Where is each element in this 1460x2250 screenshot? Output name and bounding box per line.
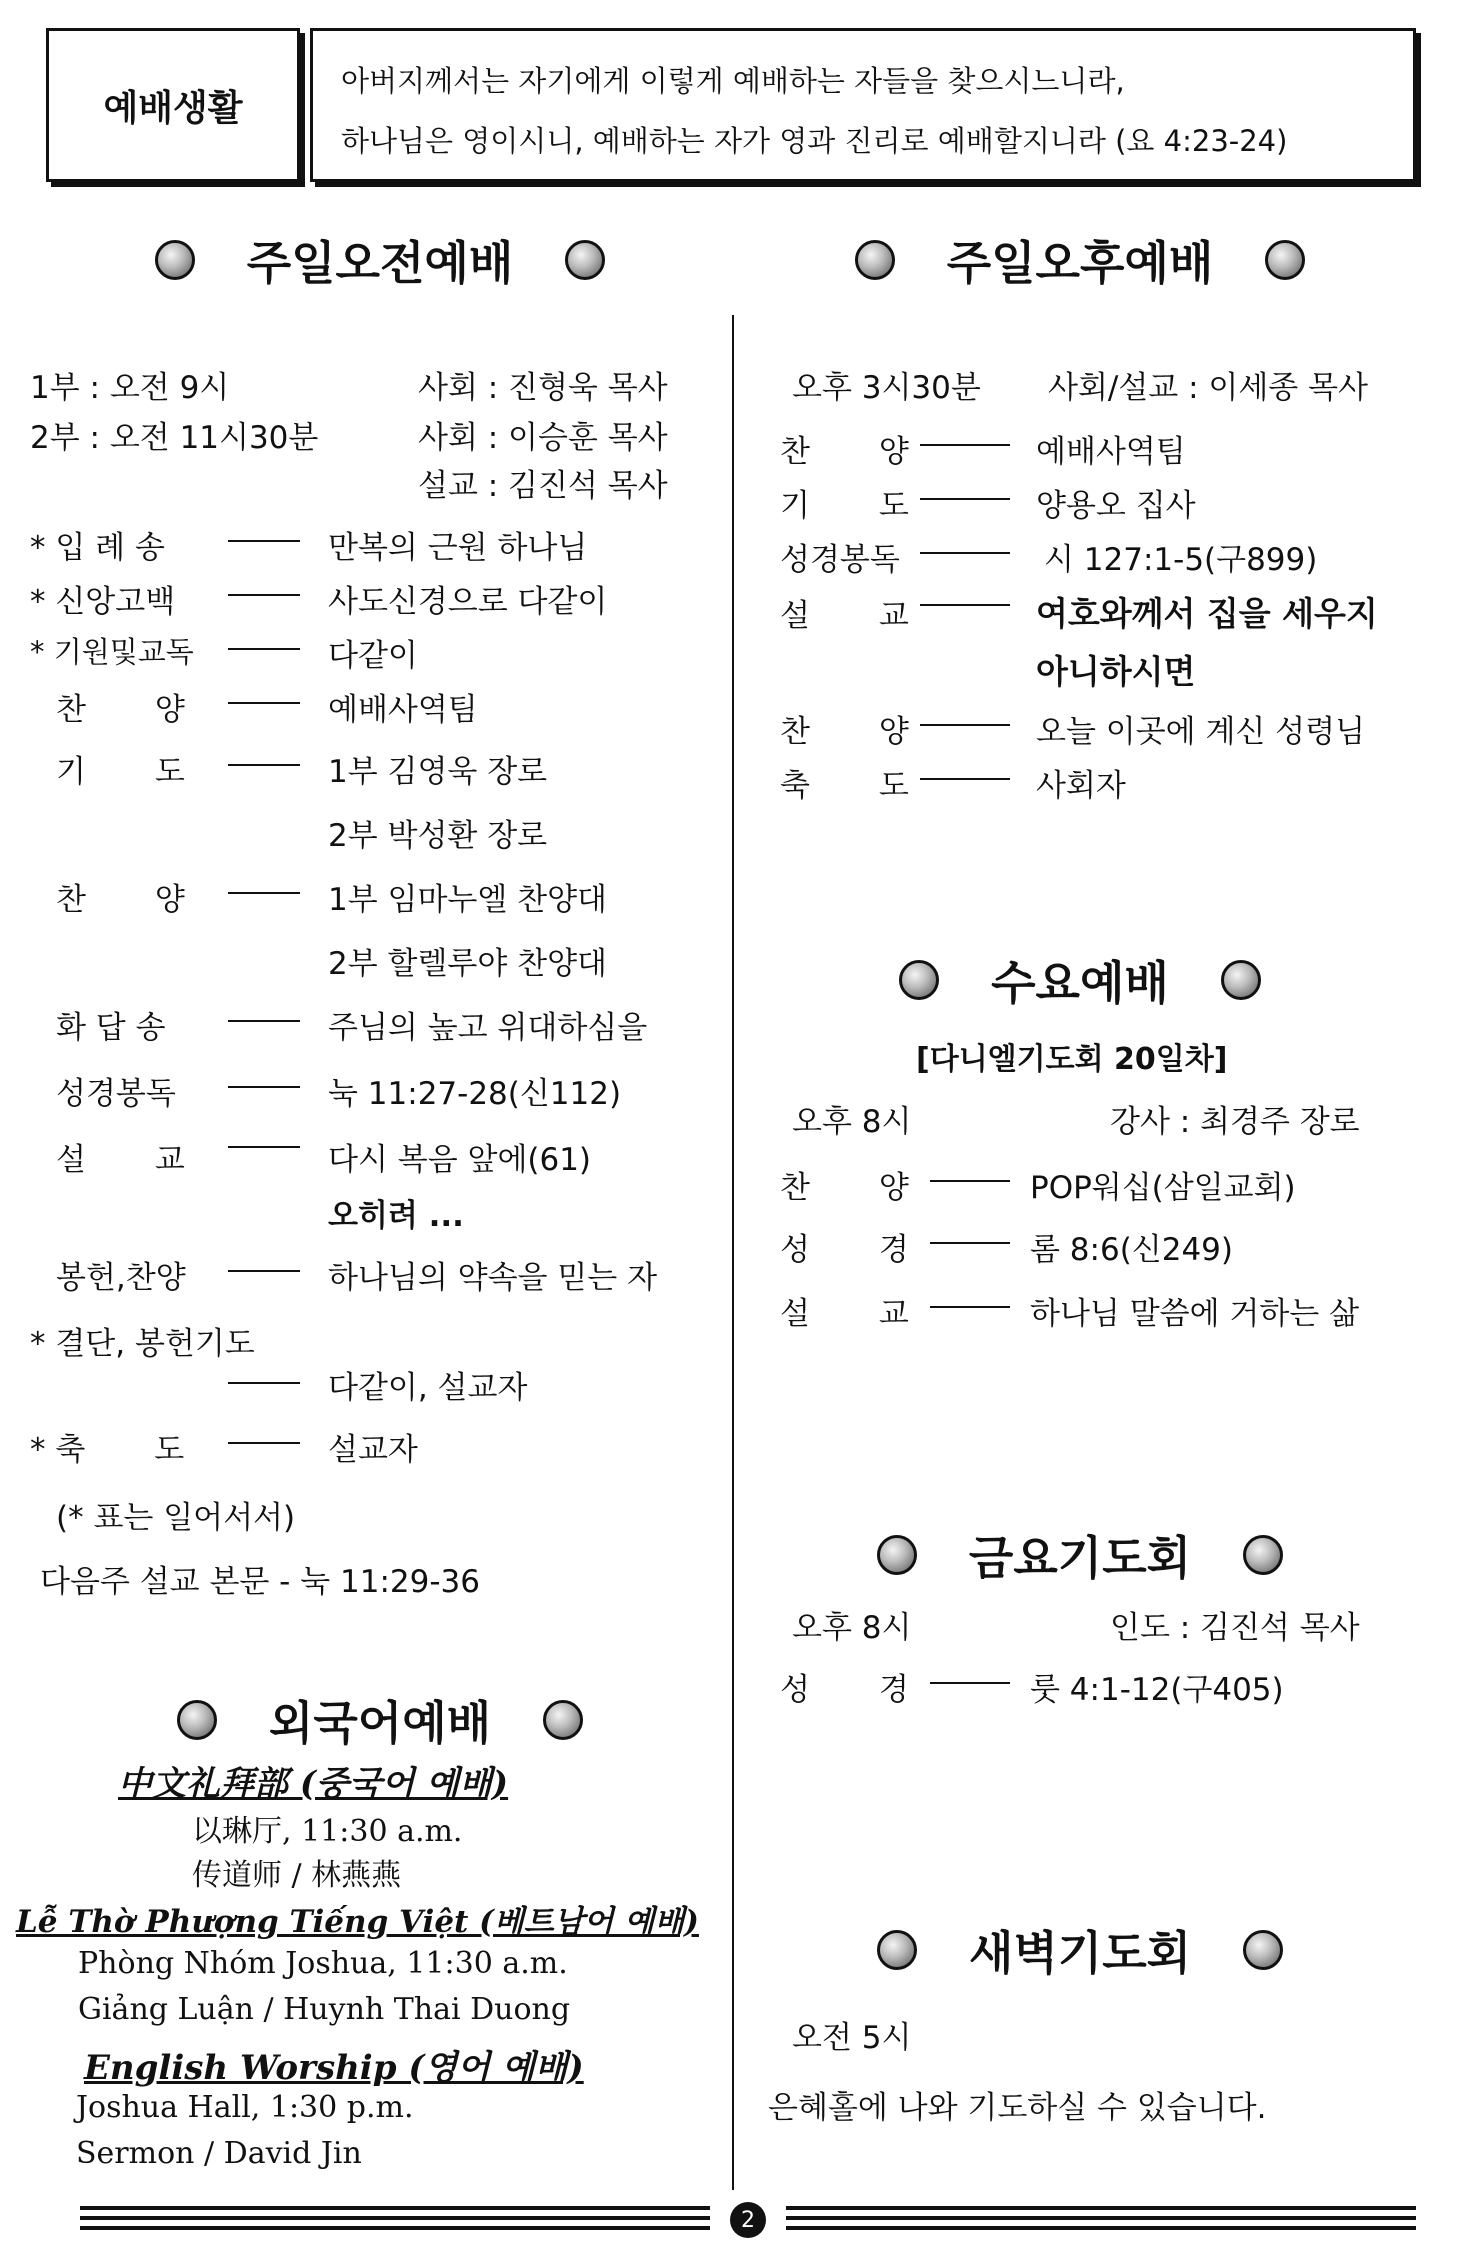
dash-line: [228, 764, 300, 766]
dash-line: [228, 648, 300, 650]
am-item-label: 화 답 송: [56, 1010, 166, 1046]
am-item-value: 설교자: [328, 1432, 418, 1468]
am-time-2: 2부 : 오전 11시30분: [30, 420, 319, 456]
pm-item-label: 찬 양: [780, 714, 909, 750]
pm-item-label: 성경봉독: [780, 542, 900, 578]
fri-item-value: 룻 4:1-12(구405): [1030, 1672, 1284, 1708]
dash-line: [228, 1270, 300, 1272]
wed-item-value: 하나님 말씀에 거하는 삶: [1030, 1296, 1360, 1332]
footer-rule: [786, 2226, 1416, 2230]
am-sermon-title: 오히려 ...: [328, 1198, 464, 1234]
am-item-value-2: 2부 할렐루야 찬양대: [328, 946, 607, 982]
am-role-2: 사회 : 이승훈 목사: [418, 420, 668, 456]
verse-line-1: 아버지께서는 자기에게 이렇게 예배하는 자들을 찾으시느니라,: [341, 64, 1125, 98]
bullet-orb-icon: [1243, 1930, 1283, 1970]
footer-rule: [80, 2206, 710, 2210]
bullet-orb-icon: [155, 240, 195, 280]
am-item-label: * 결단, 봉헌기도: [30, 1326, 255, 1362]
dash-line: [228, 540, 300, 542]
dash-line: [228, 702, 300, 704]
viet-line-1: Phòng Nhóm Joshua, 11:30 a.m.: [78, 1946, 568, 1981]
wed-item-label: 설 교: [780, 1296, 909, 1332]
am-item-label: 설 교: [56, 1142, 185, 1178]
footer-rule: [786, 2206, 1416, 2210]
dash-line: [920, 724, 1010, 726]
dash-line: [228, 1442, 300, 1444]
sunday-pm-title: 주일오후예배: [760, 225, 1400, 295]
pm-item-value: 예배사역팀: [1036, 434, 1186, 470]
wed-item-label: 찬 양: [780, 1170, 909, 1206]
section-label: 예배생활: [103, 87, 243, 129]
dash-line: [930, 1306, 1010, 1308]
pm-role: 사회/설교 : 이세종 목사: [1048, 370, 1368, 406]
am-item-label: * 신앙고백: [30, 584, 176, 620]
fri-item-label: 성 경: [780, 1672, 909, 1708]
dawn-time: 오전 5시: [792, 2020, 912, 2056]
am-item-value: 하나님의 약속을 믿는 자: [328, 1260, 658, 1296]
am-item-label: * 기원및교독: [30, 635, 194, 669]
am-item-value: 1부 김영욱 장로: [328, 754, 548, 790]
pm-sermon-title-2: 아니하시면: [1036, 652, 1196, 691]
dash-line: [228, 1086, 300, 1088]
bullet-orb-icon: [177, 1700, 217, 1740]
pm-item-value: 사회자: [1036, 768, 1126, 804]
verse-line-2: 하나님은 영이시니, 예배하는 자가 영과 진리로 예배할지니라 (요 4:23-24): [341, 124, 1288, 158]
am-item-value: 1부 임마누엘 찬양대: [328, 882, 607, 918]
dash-line: [920, 552, 1010, 554]
am-note: (* 표는 일어서서): [56, 1500, 296, 1536]
bullet-orb-icon: [877, 1535, 917, 1575]
pm-sermon-title: 여호와께서 집을 세우지: [1036, 594, 1378, 633]
bullet-orb-icon: [855, 240, 895, 280]
dash-line: [228, 1382, 300, 1384]
footer-rule: [80, 2216, 710, 2220]
wednesday-speaker: 강사 : 최경주 장로: [1110, 1104, 1360, 1140]
dawn-title: 새벽기도회: [760, 1915, 1400, 1985]
pm-item-value: 오늘 이곳에 계신 성령님: [1036, 714, 1366, 750]
dawn-text: 은혜홀에 나와 기도하실 수 있습니다.: [768, 2090, 1267, 2126]
wed-item-value: 롬 8:6(신249): [1030, 1232, 1233, 1268]
wednesday-title: 수요예배: [760, 945, 1400, 1015]
dash-line: [228, 892, 300, 894]
section-label-box: [46, 28, 300, 182]
bullet-orb-icon: [543, 1700, 583, 1740]
am-item-label: 성경봉독: [56, 1076, 176, 1112]
dash-line: [920, 498, 1010, 500]
chinese-worship-title: 中文礼拜部 (중국어 예배): [118, 1764, 509, 1804]
dash-line: [930, 1682, 1010, 1684]
dash-line: [228, 594, 300, 596]
pm-item-value: 시 127:1-5(구899): [1044, 542, 1318, 578]
am-item-value: 만복의 근원 하나님: [328, 530, 588, 566]
am-item-value: 다같이: [328, 638, 418, 674]
am-time-1: 1부 : 오전 9시: [30, 370, 230, 406]
verse-box: [310, 28, 1416, 182]
pm-item-label: 기 도: [780, 488, 909, 524]
am-role-extra: 설교 : 김진석 목사: [418, 468, 668, 504]
dash-line: [930, 1180, 1010, 1182]
english-line-2: Sermon / David Jin: [76, 2136, 362, 2171]
am-item-value: 사도신경으로 다같이: [328, 584, 608, 620]
bullet-orb-icon: [877, 1930, 917, 1970]
dash-line: [228, 1146, 300, 1148]
bullet-orb-icon: [1265, 240, 1305, 280]
am-item-value-2: 2부 박성환 장로: [328, 818, 548, 854]
bullet-orb-icon: [1221, 960, 1261, 1000]
dash-line: [920, 444, 1010, 446]
am-item-label: 봉헌,찬양: [56, 1260, 186, 1296]
am-item-label: * 입 례 송: [30, 530, 165, 566]
bullet-orb-icon: [565, 240, 605, 280]
dash-line: [930, 1242, 1010, 1244]
wed-item-value: POP워십(삼일교회): [1030, 1170, 1296, 1206]
sunday-am-title: 주일오전예배: [60, 225, 700, 295]
wednesday-time: 오후 8시: [792, 1104, 912, 1140]
friday-title: 금요기도회: [760, 1520, 1400, 1590]
am-item-value: 다시 복음 앞에(61): [328, 1142, 592, 1178]
dash-line: [228, 1020, 300, 1022]
footer-rule: [80, 2226, 710, 2230]
pm-item-label: 찬 양: [780, 434, 909, 470]
friday-time: 오후 8시: [792, 1610, 912, 1646]
am-item-label: 찬 양: [56, 692, 185, 728]
friday-leader: 인도 : 김진석 목사: [1110, 1610, 1360, 1646]
footer-rule: [786, 2216, 1416, 2220]
wed-item-label: 성 경: [780, 1232, 909, 1268]
pm-item-label: 설 교: [780, 598, 909, 634]
am-item-label: 찬 양: [56, 882, 185, 918]
bullet-orb-icon: [1243, 1535, 1283, 1575]
pm-time: 오후 3시30분: [792, 370, 981, 406]
column-divider: [732, 315, 734, 2190]
bullet-orb-icon: [899, 960, 939, 1000]
chinese-line-2: 传道师 / 林燕燕: [192, 1858, 402, 1893]
am-next-sermon: 다음주 설교 본문 - 눅 11:29-36: [40, 1564, 480, 1600]
am-item-value: 예배사역팀: [328, 692, 478, 728]
pm-item-value: 양용오 집사: [1036, 488, 1196, 524]
am-item-value: 주님의 높고 위대하심을: [328, 1010, 648, 1046]
viet-worship-title: Lễ Thờ Phượng Tiếng Việt (베트남어 예배): [16, 1904, 699, 1940]
am-item-label: * 축 도: [30, 1432, 185, 1468]
viet-line-2: Giảng Luận / Huynh Thai Duong: [78, 1992, 571, 2027]
am-item-value: 눅 11:27-28(신112): [328, 1076, 622, 1112]
pm-item-label: 축 도: [780, 768, 909, 804]
english-worship-title: English Worship (영어 예배): [84, 2048, 584, 2088]
dash-line: [920, 778, 1010, 780]
page-number: 2: [730, 2202, 766, 2238]
am-item-label: 기 도: [56, 754, 185, 790]
chinese-line-1: 以琳厅, 11:30 a.m.: [192, 1814, 463, 1849]
english-line-1: Joshua Hall, 1:30 p.m.: [76, 2090, 414, 2125]
am-role-1: 사회 : 진형욱 목사: [418, 370, 668, 406]
foreign-title: 외국어예배: [60, 1685, 700, 1755]
wednesday-subtitle: [다니엘기도회 20일차]: [916, 1042, 1228, 1077]
am-item-value: 다같이, 설교자: [328, 1370, 528, 1406]
dash-line: [920, 604, 1010, 606]
